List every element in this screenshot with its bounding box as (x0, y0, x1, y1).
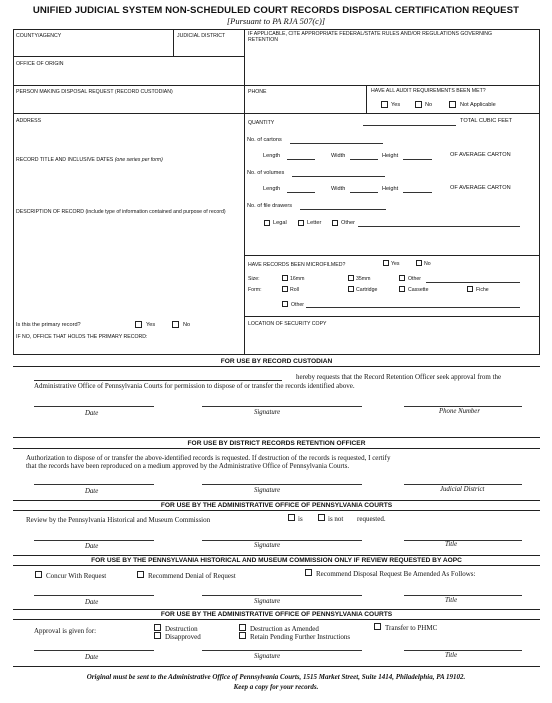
volume-length-field[interactable] (287, 192, 315, 193)
district-date-label: Date (85, 488, 99, 495)
legal-checkbox[interactable] (264, 220, 270, 226)
district-signature-field[interactable] (202, 484, 362, 485)
phmc-date-field[interactable] (34, 595, 154, 596)
custodian-phone-label: Phone Number (439, 408, 480, 415)
primary-no-checkbox[interactable] (172, 321, 179, 328)
destruction-checkbox[interactable] (154, 624, 161, 631)
frame-middle (244, 29, 245, 355)
form-other-field[interactable] (306, 307, 520, 308)
volume-width-label: Width (331, 186, 346, 192)
audit-no-checkbox[interactable] (415, 101, 422, 108)
audit-question: HAVE ALL AUDIT REQUIREMENTS BEEN MET? (371, 88, 486, 94)
audit-yes-checkbox[interactable] (381, 101, 388, 108)
form-cartridge-checkbox[interactable] (348, 286, 354, 292)
total-cubic-field[interactable] (363, 125, 456, 126)
size-other-checkbox[interactable] (399, 275, 405, 281)
recommend-denial-label: Recommend Denial of Request (148, 572, 236, 580)
frame-top (13, 29, 540, 30)
district-signature-label: Signature (254, 487, 281, 494)
record-title-label: RECORD TITLE AND INCLUSIVE DATES (one series per form) (16, 157, 163, 163)
custodian-date-label: Date (85, 410, 99, 417)
description-label: DESCRIPTION OF RECORD (include type of information contained and purpose of record) (16, 209, 226, 215)
drawer-other-checkbox[interactable] (332, 220, 338, 226)
aopc1-title-field[interactable] (404, 540, 522, 541)
frame-right (539, 29, 540, 354)
judicial-district-label: JUDICIAL DISTRICT (177, 33, 226, 39)
cartons-field[interactable] (290, 143, 383, 144)
district-text-2: that the records have been reproduced on a medium approved by the Administrative Office of Pennsylvania Courts. (26, 462, 350, 470)
district-judicial-label: Judicial District (440, 486, 485, 493)
recommend-denial-checkbox[interactable] (137, 571, 144, 578)
drawer-other-label: Other (341, 220, 355, 226)
office-origin-label: OFFICE OF ORIGIN (16, 61, 64, 67)
size-label: Size: (248, 276, 260, 282)
footer-instructions: Original must be sent to the Administrative Office of Pennsylvania Courts, 1515 Market Street, Suite 1414, Philadelphia, PA 19102. (86, 673, 466, 681)
aopc1-date-label: Date (85, 543, 99, 550)
aopc-approval-header: FOR USE BY THE ADMINISTRATIVE OFFICE OF PENNSYLVANIA COURTS (160, 611, 393, 618)
volume-width-field[interactable] (350, 192, 378, 193)
letter-label: Letter (307, 220, 322, 226)
form-fiche-checkbox[interactable] (467, 286, 473, 292)
file-drawers-field[interactable] (300, 209, 386, 210)
size-35mm-label: 35mm (356, 276, 371, 282)
size-16mm-label: 16mm (290, 276, 305, 282)
carton-height-label: Height (382, 153, 399, 159)
form-fiche-label: Fiche (476, 287, 489, 293)
primary-office-label: IF NO, OFFICE THAT HOLDS THE PRIMARY RECORD: (16, 334, 148, 340)
frame-left (13, 29, 14, 354)
form-cartridge-label: Cartridge (356, 287, 378, 293)
avg-volume-label: OF AVERAGE CARTON (450, 185, 511, 191)
aopc2-date-label: Date (85, 654, 99, 661)
aopc-review-header: FOR USE BY THE ADMINISTRATIVE OFFICE OF PENNSYLVANIA COURTS (160, 502, 393, 509)
district-judicial-field[interactable] (404, 484, 522, 485)
carton-length-label: Length (263, 153, 281, 159)
cartons-label: No. of cartons (247, 137, 282, 143)
county-agency-label: COUNTY/AGENCY (16, 33, 62, 39)
district-divider (173, 29, 174, 56)
disapproved-checkbox[interactable] (154, 632, 161, 639)
aopc2-date-field[interactable] (34, 650, 154, 651)
destruction-amended-label: Destruction as Amended (250, 625, 319, 633)
phmc-signature-label: Signature (254, 598, 281, 605)
audit-no-label: No (425, 102, 433, 108)
phone-label: PHONE (248, 89, 267, 95)
carton-height-field[interactable] (403, 159, 432, 160)
audit-na-label: Not Applicable (460, 102, 496, 108)
microfilm-no-checkbox[interactable] (416, 260, 422, 266)
aopc1-signature-field[interactable] (202, 540, 362, 541)
district-date-field[interactable] (34, 484, 154, 485)
microfilm-no-label: No (424, 261, 431, 267)
retain-pending-checkbox[interactable] (239, 632, 246, 639)
approval-label: Approval is given for: (34, 627, 97, 635)
form-cassette-label: Cassette (408, 287, 429, 293)
quantity-label: QUANTITY (248, 120, 275, 126)
recommend-amended-checkbox[interactable] (305, 569, 312, 576)
custodian-signature-field[interactable] (202, 406, 362, 407)
district-text-1: Authorization to dispose of or transfer the above-identified records is requested. If destruction of the records is requested, I certify (26, 454, 391, 462)
letter-checkbox[interactable] (298, 220, 304, 226)
aopc2-title-label: Title (445, 652, 458, 659)
volumes-label: No. of volumes (247, 170, 285, 176)
microfilmed-question: HAVE RECORDS BEEN MICROFILMED? (248, 262, 346, 268)
volume-length-label: Length (263, 186, 281, 192)
footer-keep-copy: Keep a copy for your records. (233, 683, 319, 691)
aopc2-signature-field[interactable] (202, 650, 362, 651)
carton-width-field[interactable] (350, 159, 378, 160)
size-16mm-checkbox[interactable] (282, 275, 288, 281)
drawer-other-field[interactable] (358, 226, 520, 227)
address-label: ADDRESS (16, 118, 42, 124)
audit-na-checkbox[interactable] (449, 101, 456, 108)
aopc1-signature-label: Signature (254, 542, 281, 549)
custodian-text-2: Administrative Office of Pennsylvania Courts for permission to dispose of or transfer the records identified above. (34, 382, 355, 390)
size-other-field[interactable] (426, 282, 520, 283)
carton-length-field[interactable] (287, 159, 315, 160)
file-drawers-label: No. of file drawers (247, 203, 293, 209)
form-roll-label: Roll (290, 287, 299, 293)
avg-carton-label: OF AVERAGE CARTON (450, 152, 511, 158)
phmc-title-label: Title (445, 597, 458, 604)
aopc2-title-field[interactable] (404, 650, 522, 651)
destruction-amended-checkbox[interactable] (239, 624, 246, 631)
concur-label: Concur With Request (46, 572, 107, 580)
person-label: PERSON MAKING DISPOSAL REQUEST (RECORD CUSTODIAN) (16, 89, 173, 95)
form-other-label: Other (291, 302, 304, 308)
microfilm-yes-label: Yes (391, 261, 400, 267)
aopc2-signature-label: Signature (254, 653, 281, 660)
carton-width-label: Width (331, 153, 346, 159)
total-cubic-label: TOTAL CUBIC FEET (460, 118, 513, 124)
review-is-label: is (298, 515, 303, 523)
custodian-phone-field[interactable] (404, 406, 522, 407)
aopc1-date-field[interactable] (34, 540, 154, 541)
district-officer-header: FOR USE BY DISTRICT RECORDS RETENTION OFFICER (187, 440, 366, 447)
review-is-checkbox[interactable] (288, 514, 295, 521)
rules-label: IF APPLICABLE, CITE APPROPRIATE FEDERAL/STATE RULES AND/OR REGULATIONS GOVERNING RETENTION (248, 31, 493, 43)
custodian-date-field[interactable] (34, 406, 154, 407)
custodian-name-field[interactable] (34, 380, 282, 381)
transfer-phmc-checkbox[interactable] (374, 623, 381, 630)
form-title: UNIFIED JUDICIAL SYSTEM NON-SCHEDULED COURT RECORDS DISPOSAL CERTIFICATION REQUEST (32, 5, 520, 16)
phmc-signature-field[interactable] (202, 595, 362, 596)
aopc-review-text: Review by the Pennsylvania Historical and Museum Commission (26, 516, 211, 524)
phmc-title-field[interactable] (404, 595, 522, 596)
primary-yes-label: Yes (146, 322, 156, 328)
aopc1-title-label: Title (445, 541, 458, 548)
destruction-label: Destruction (165, 625, 198, 633)
volume-height-label: Height (382, 186, 399, 192)
concur-checkbox[interactable] (35, 571, 42, 578)
primary-no-label: No (183, 322, 191, 328)
transfer-phmc-label: Transfer to PHMC (385, 624, 438, 632)
audit-divider (366, 85, 367, 113)
form-cassette-checkbox[interactable] (399, 286, 405, 292)
phmc-header: FOR USE BY THE PENNSYLVANIA HISTORICAL AND MUSEUM COMMISSION ONLY IF REVIEW REQUESTED BY AOPC (91, 557, 462, 564)
review-is-not-label: is not (328, 515, 344, 523)
custodian-header: FOR USE BY RECORD CUSTODIAN (220, 358, 333, 365)
retain-pending-label: Retain Pending Further Instructions (250, 633, 351, 641)
custodian-signature-label: Signature (254, 409, 281, 416)
review-is-not-checkbox[interactable] (318, 514, 325, 521)
form-label: Form: (248, 287, 262, 293)
legal-label: Legal (273, 220, 287, 226)
custodian-text-1: hereby requests that the Record Retention Officer seek approval from the (296, 373, 502, 381)
volumes-field[interactable] (292, 176, 385, 177)
primary-yes-checkbox[interactable] (135, 321, 142, 328)
audit-yes-label: Yes (391, 102, 401, 108)
microfilm-yes-checkbox[interactable] (383, 260, 389, 266)
primary-record-question: Is this the primary record? (16, 322, 81, 328)
size-35mm-checkbox[interactable] (348, 275, 354, 281)
volume-height-field[interactable] (403, 192, 432, 193)
form-roll-checkbox[interactable] (282, 286, 288, 292)
disapproved-label: Disapproved (165, 633, 201, 641)
phmc-date-label: Date (85, 599, 99, 606)
review-requested-label: requested. (357, 515, 386, 523)
form-other-checkbox[interactable] (282, 301, 288, 307)
security-copy-label: LOCATION OF SECURITY COPY (248, 321, 327, 327)
size-other-label: Other (408, 276, 421, 282)
form-subtitle: [Pursuant to PA RJA 507(c)] (226, 16, 326, 26)
recommend-amended-label: Recommend Disposal Request Be Amended As Follows: (316, 570, 476, 578)
